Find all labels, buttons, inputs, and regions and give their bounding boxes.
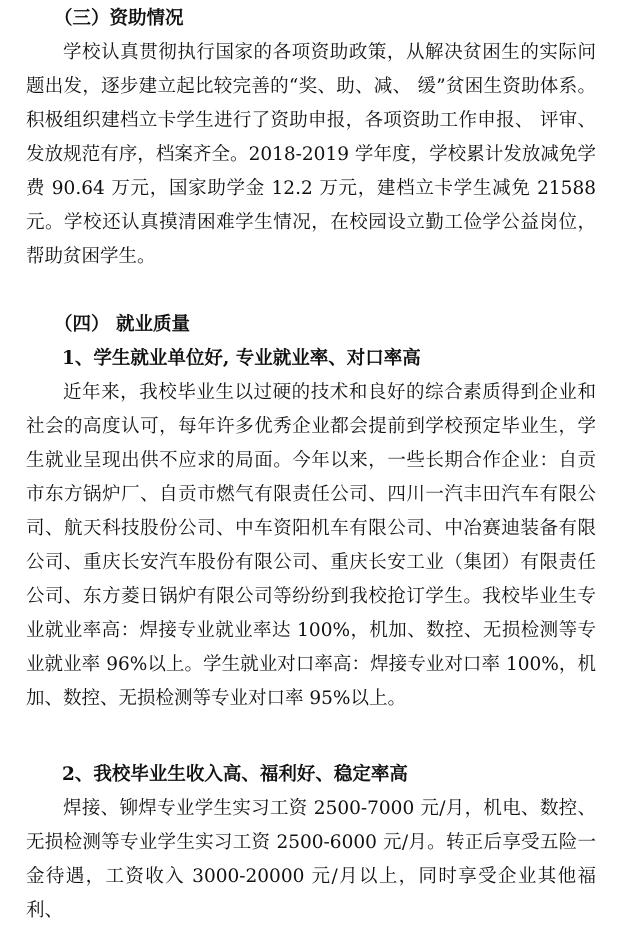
- section-heading-funding: （三）资助情况: [54, 8, 184, 29]
- paragraph-funding: 学校认真贯彻执行国家的各项资助政策，从解决贫困生的实际问题出发，逐步建立起比较完善的“奖、助、减、 缓”贫困生资助体系。积极组织建档立卡学生进行了资助申报，各项资助工作申报、 评审、发放规范有序，档案齐全。2018-2019 学年度，学校累计发放减免学费 90.64 万元，国家助学金 12.2 万元，建档立卡学生减免 21588 元。学校还认真摸清困难学生情况，在校园设立勤工俭学公益岗位，帮助贫困学生。: [26, 42, 596, 267]
- section-heading-employment: （四） 就业质量: [54, 314, 190, 335]
- subheading-employment-rate: 1、学生就业单位好, 专业就业率、对口率高: [62, 348, 421, 369]
- paragraph-employment: 近年来，我校毕业生以过硬的技术和良好的综合素质得到企业和社会的高度认可，每年许多优秀企业都会提前到学校预定毕业生，学生就业呈现出供不应求的局面。今年以来，一些长期合作企业：自贡市东方锅炉厂、自贡市燃气有限责任公司、四川一汽丰田汽车有限公司、航天科技股份公司、中车资阳机车有限公司、中冶赛迪装备有限公司、重庆长安汽车股份有限公司、重庆长安工业（集团）有限责任公司、东方菱日锅炉有限公司等纷纷到我校抢订学生。我校毕业生专业就业率高：焊接专业就业率达 100%，机加、数控、无损检测等专业就业率 96%以上。学生就业对口率高：焊接专业对口率 100%，机加、数控、无损检测等专业对口率 95%以上。: [26, 382, 596, 709]
- subheading-income: 2、我校毕业生收入高、福利好、稳定率高: [62, 764, 408, 785]
- paragraph-income: 焊接、铆焊专业学生实习工资 2500-7000 元/月，机电、数控、无损检测等专业学生实习工资 2500-6000 元/月。转正后享受五险一金待遇，工资收入 3000-20000 元/月以上，同时享受企业其他福利、: [26, 798, 596, 921]
